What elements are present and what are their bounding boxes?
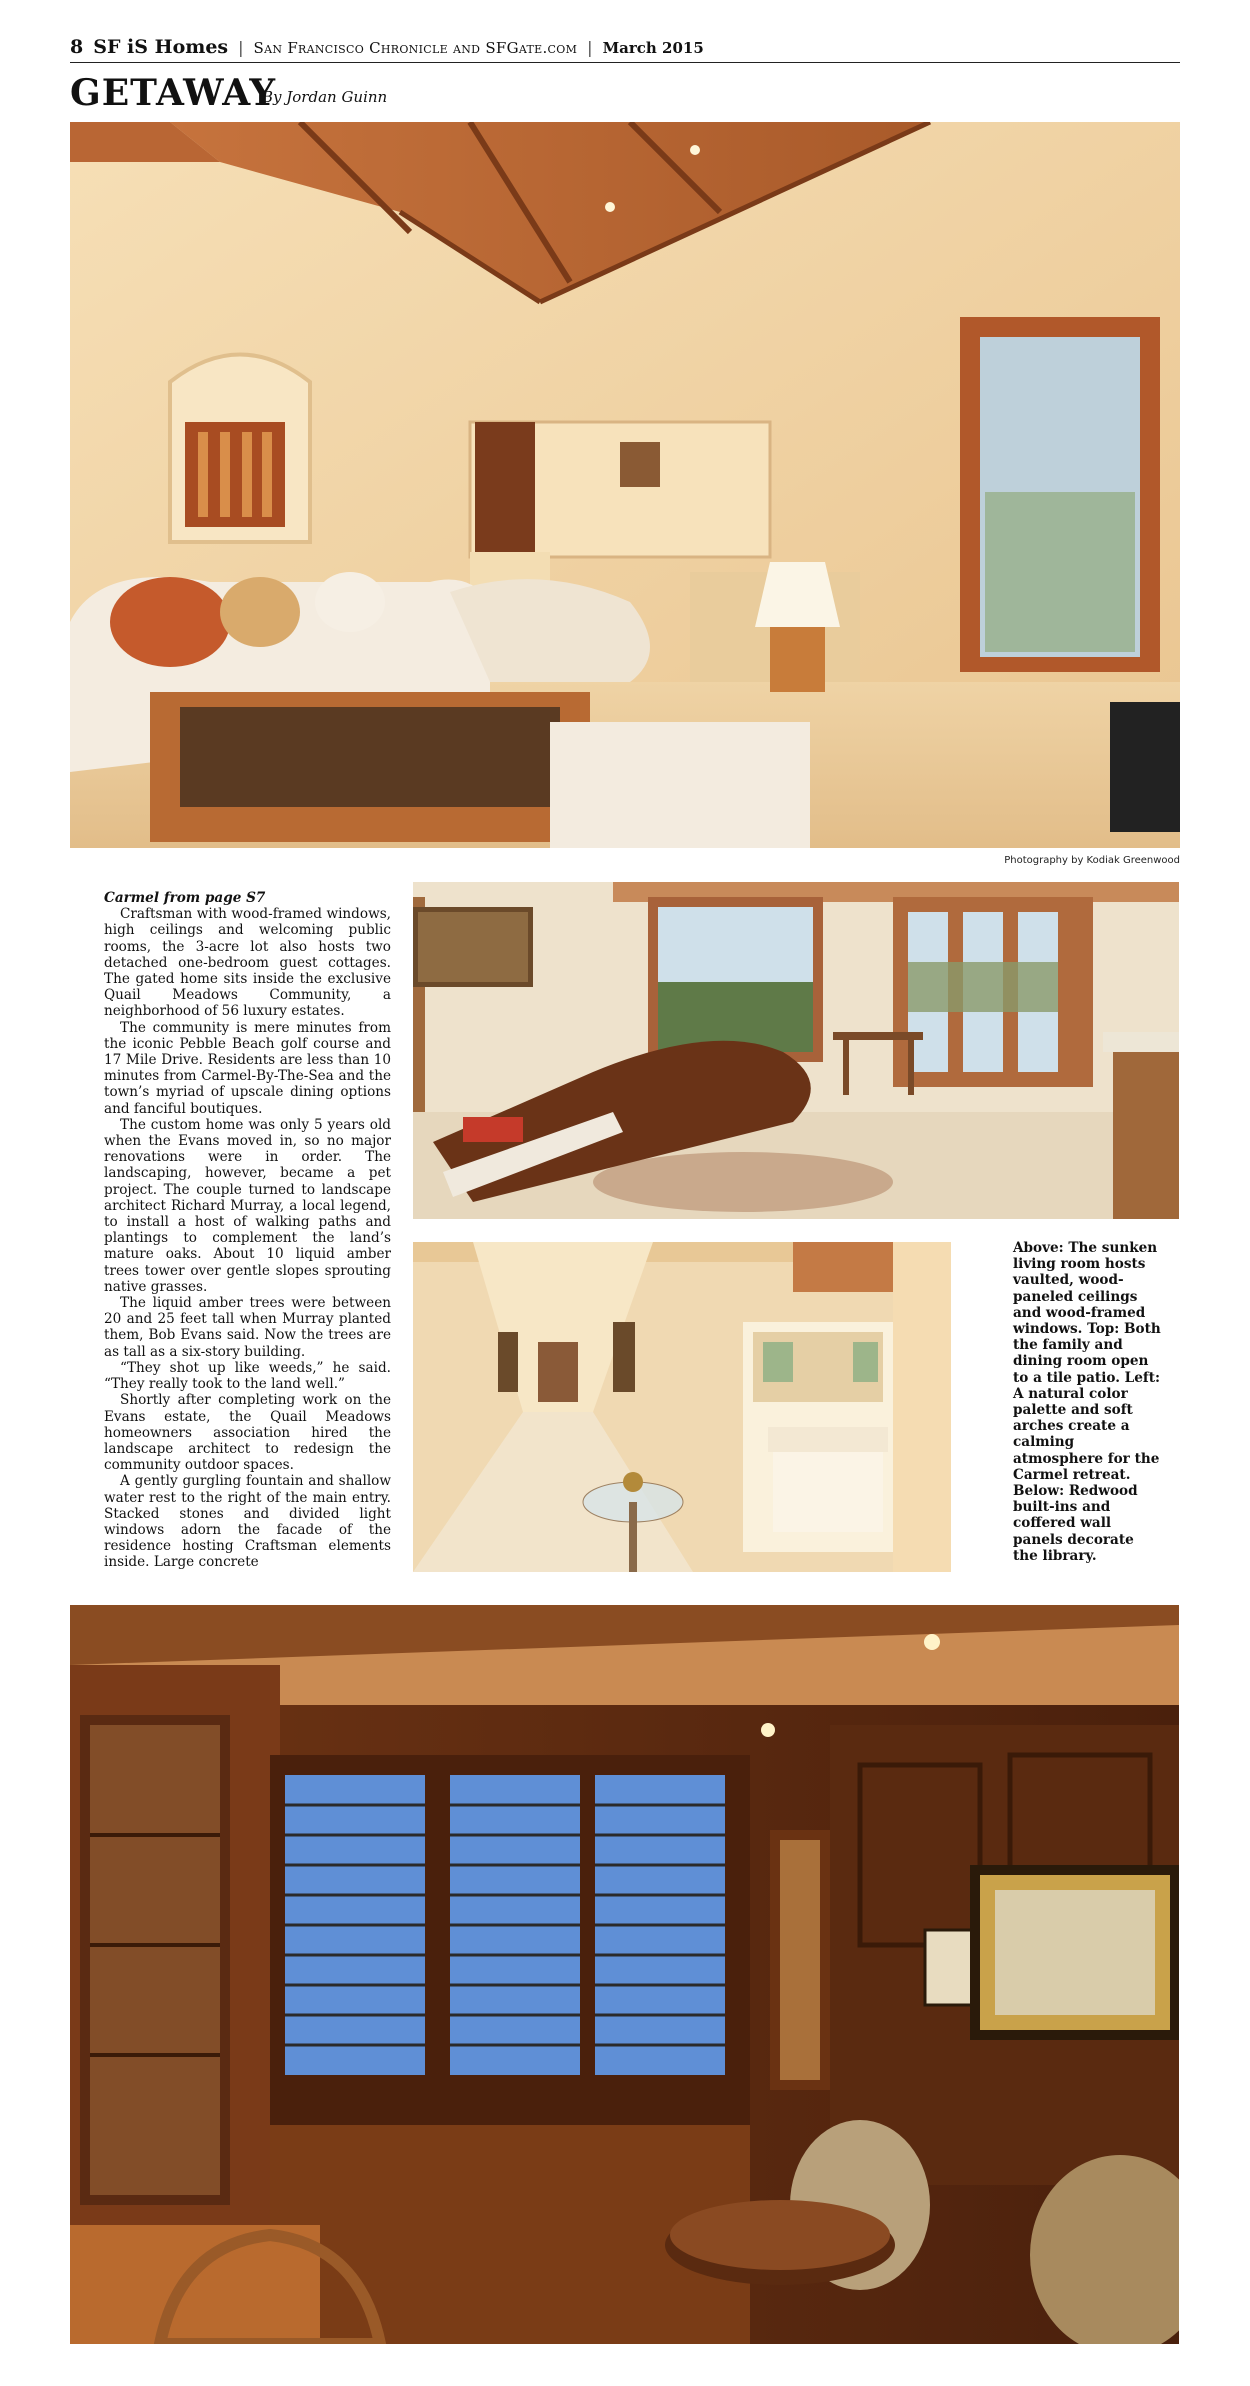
dining-room-photo <box>413 882 1179 1219</box>
article-paragraph: The custom home was only 5 years old when the Evans moved in, so no major renovations were in order. The landscaping, however, became a pet project. The couple turned to landscape architect Richard Murray, a local legend, to install a host of walking paths and plantings to complement the land’s mature oaks. About 10 liquid amber trees tower over gentle slopes sprouting native grasses. <box>104 1116 391 1295</box>
byline: By Jordan Guinn <box>262 88 388 106</box>
page-header <box>70 36 1180 63</box>
header-separator: | <box>587 38 593 57</box>
living-room-photo <box>70 122 1180 848</box>
section-name: SF iS Homes <box>93 36 229 58</box>
article-paragraph: A gently gurgling fountain and shallow water rest to the right of the main entry. Stacked stones and divided light windows adorn the facade of the residence hosting Craftsman elements inside. Large concrete <box>104 1473 391 1571</box>
page-number: 8 <box>70 36 84 58</box>
page-title: GETAWAY <box>70 72 277 114</box>
publication-name: San Francisco Chronicle and SFGate.com <box>253 39 578 57</box>
article-body <box>104 890 391 1571</box>
library-photo <box>70 1605 1179 2344</box>
article-paragraph: Craftsman with wood-framed windows, high ceilings and welcoming public rooms, the 3-acre lot also hosts two detached one-bedroom guest cottages. The gated home sits inside the exclusive Quail Meadows Community, a neighborhood of 56 luxury estates. <box>104 906 391 1020</box>
header-separator: | <box>238 38 244 57</box>
article-paragraph: Shortly after completing work on the Evans estate, the Quail Meadows homeowners association hired the landscape architect to redesign the community outdoor spaces. <box>104 1392 391 1474</box>
article-paragraph: The liquid amber trees were between 20 and 25 feet tall when Murray planted them, Bob Evans said. Now the trees are as tall as a six-story building. <box>104 1295 391 1360</box>
hallway-photo <box>413 1242 951 1572</box>
article-paragraph: “They shot up like weeds,” he said. “They really took to the land well.” <box>104 1359 391 1393</box>
photo-caption: Above: The sunken living room hosts vaulted, wood-paneled ceilings and wood-framed windows. Top: Both the family and dining room open to a tile patio. Left: A natural color palette and soft arches create a calming atmosphere for the Carmel retreat. Below: Redwood built-ins and coffered wall panels decorate the library. <box>1013 1240 1161 1564</box>
photo-credit: Photography by Kodiak Greenwood <box>1004 855 1180 866</box>
jump-line: Carmel from page S7 <box>104 890 266 906</box>
article-paragraph: The community is mere minutes from the iconic Pebble Beach golf course and 17 Mile Drive. Residents are less than 10 minutes from Carmel-By-The-Sea and the town’s myriad of upscale dining options and fanciful boutiques. <box>104 1019 391 1117</box>
issue-date: March 2015 <box>602 39 704 57</box>
